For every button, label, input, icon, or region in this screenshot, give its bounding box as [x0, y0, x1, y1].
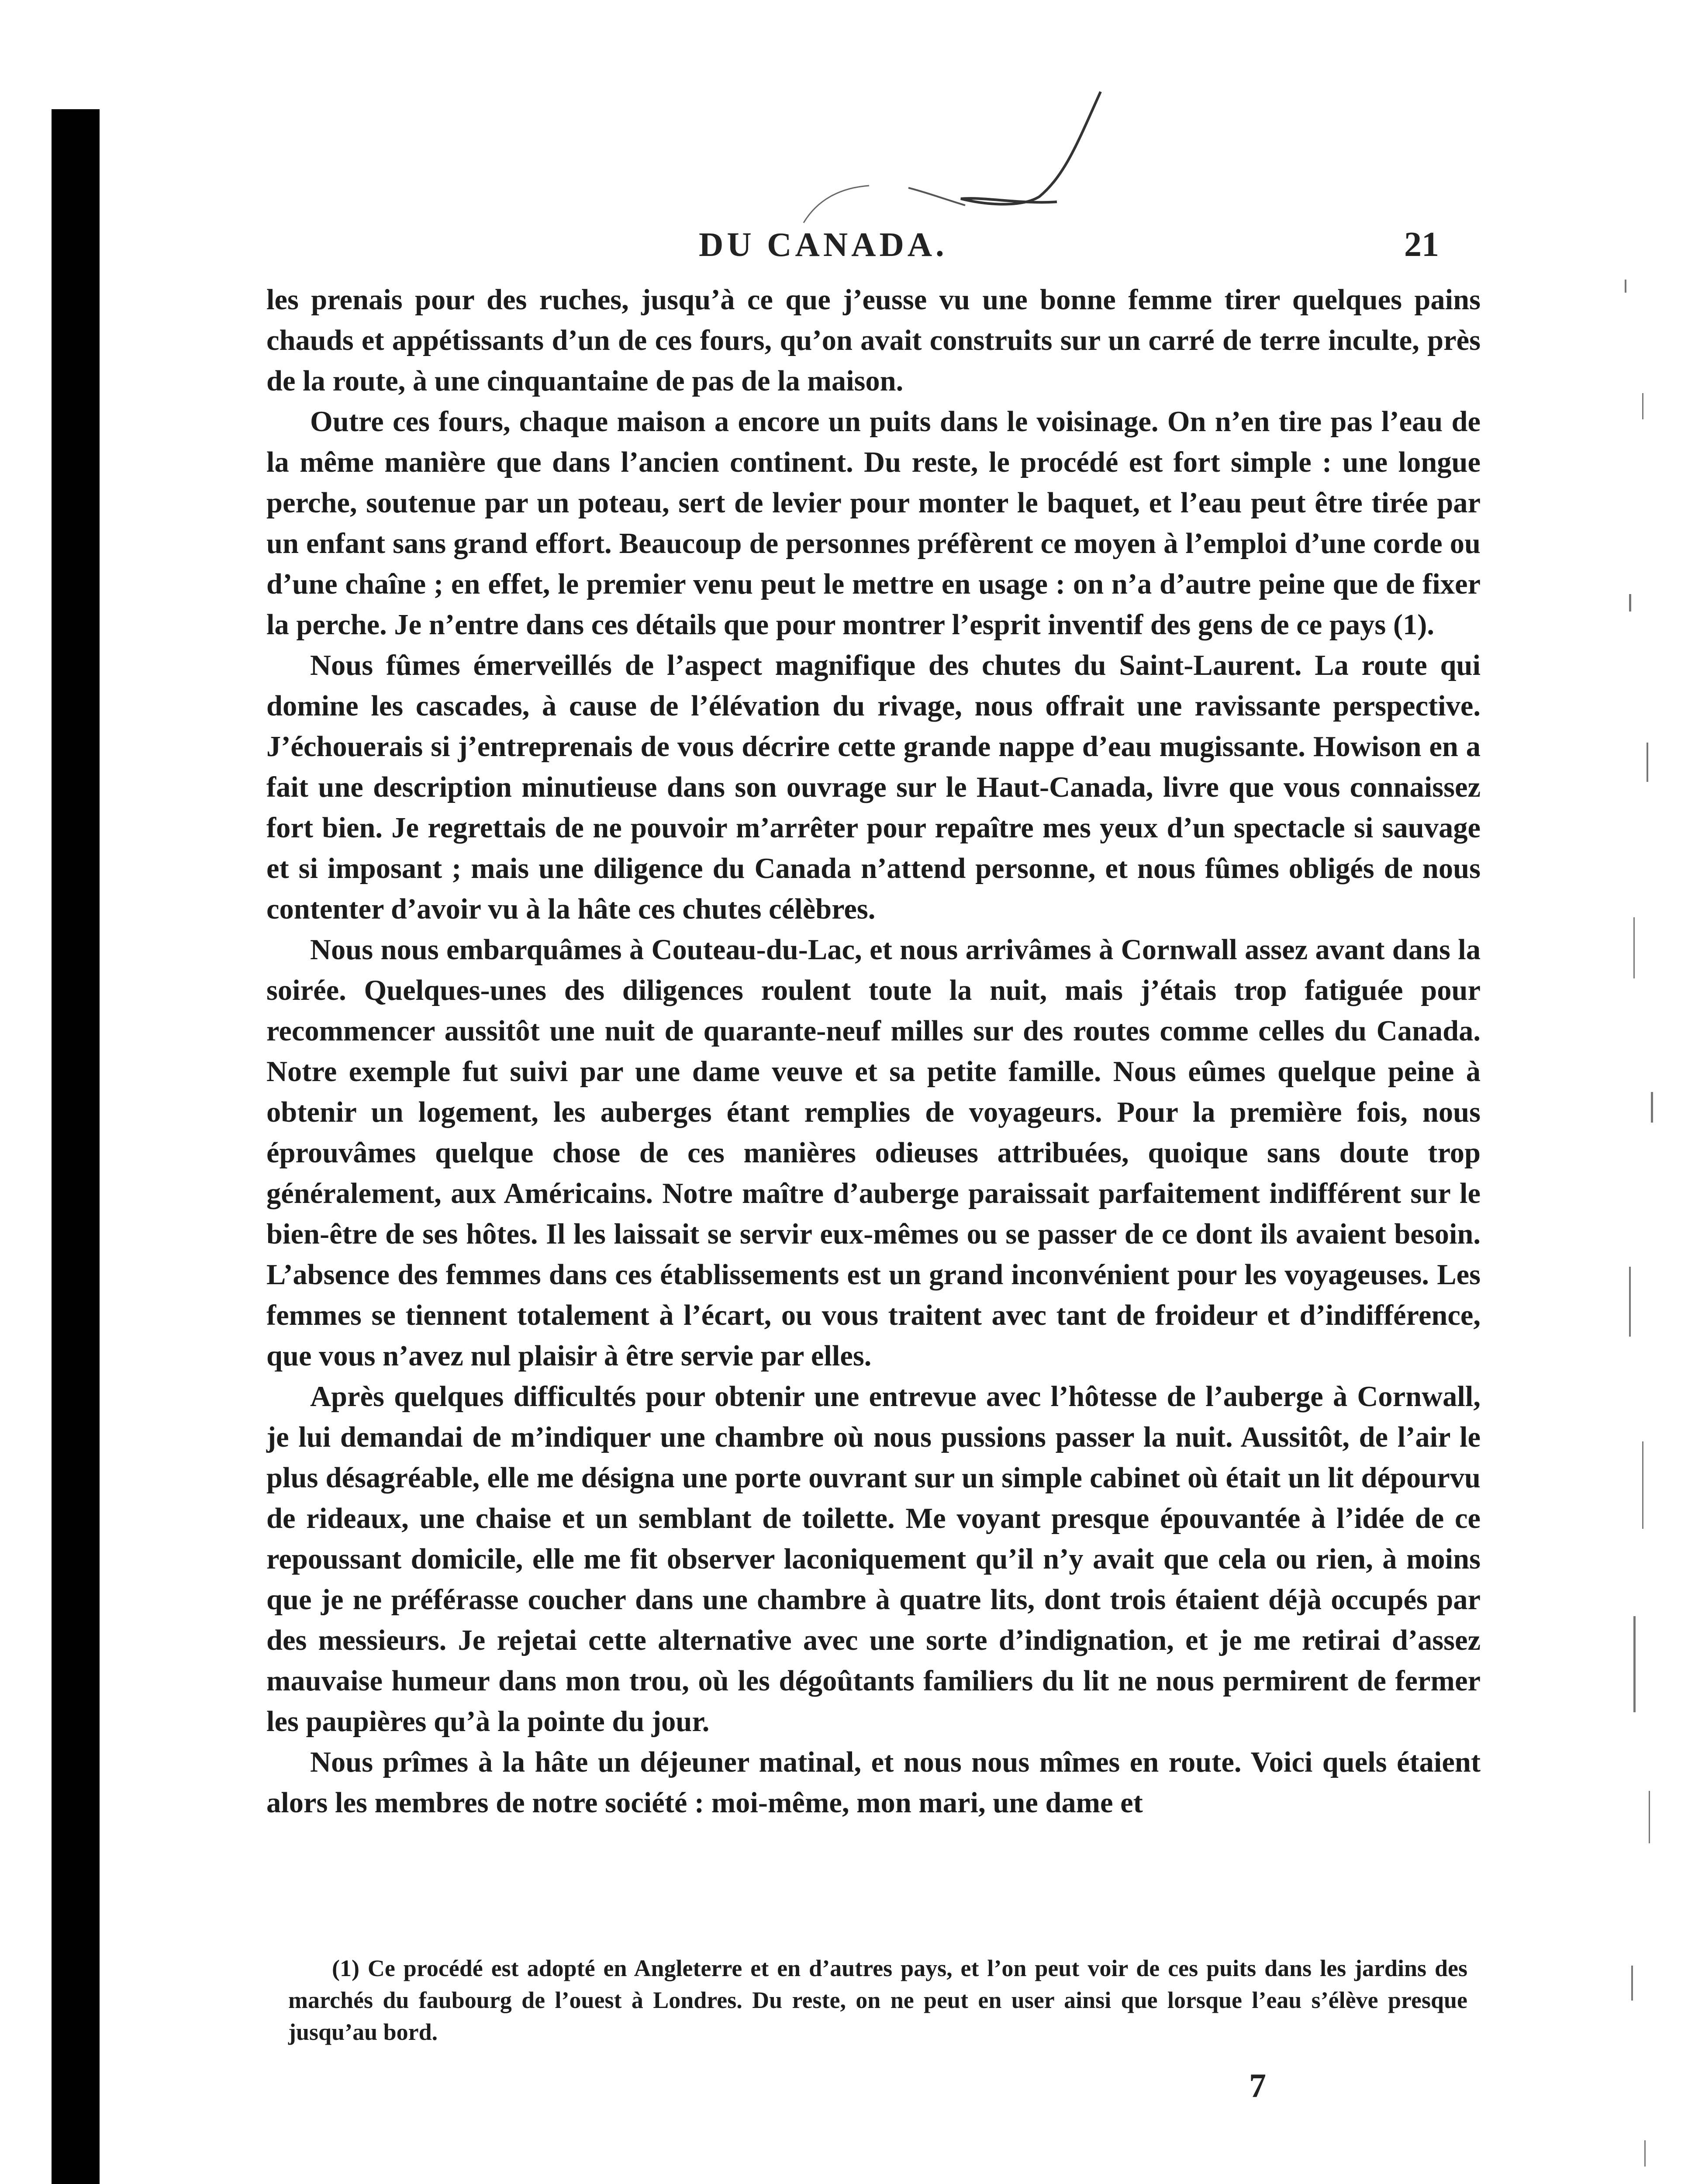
footnote: (1) Ce procédé est adopté en Angleterre et en d’autres pays, et l’on peut voir de ces puits dans les jardins des marchés du faubourg de l’ouest à Londres. Du reste, on ne peut en user ainsi que lorsque l’eau s’élève presque jusqu’au bord.	[288, 1955, 1467, 2045]
margin-specks	[1616, 262, 1668, 2184]
paragraph: les prenais pour des ruches, jusqu’à ce que j’eusse vu une bonne femme tirer quelques pains chauds et appétissants d’un de ces fours, qu’on avait construits sur un carré de terre inculte, près de la route, à une cinquantaine de pas de la maison.	[266, 284, 1481, 397]
page-number: 21	[1404, 225, 1439, 264]
paragraph: Nous fûmes émerveillés de l’aspect magnifique des chutes du Saint-Laurent. La route qui domine les cascades, à cause de l’élévation du rivage, nous offrait une ravissante perspective. J’échouerais si j’entreprenais de vous décrire cette grande nappe d’eau mugissante. Howison en a fait une description minutieuse dans son ouvrage sur le Haut-Canada, livre que vous connaissez fort bien. Je regrettais de ne pouvoir m’arrêter pour repaître mes yeux d’un spectacle si sauvage et si imposant ; mais une diligence du Canada n’attend personne, et nous fûmes obligés de nous contenter d’avoir vu à la hâte ces chutes célèbres.	[266, 650, 1481, 925]
signature-mark: 7	[1249, 2067, 1266, 2105]
paragraph: Après quelques difficultés pour obtenir une entrevue avec l’hôtesse de l’auberge à Cornwall, je lui demandai de m’indiquer une chambre où nous pussions passer la nuit. Aussitôt, de l’air le plus désagréable, elle me désigna une porte ouvrant sur un simple cabinet où était un lit dépourvu de rideaux, une chaise et un semblant de toilette. Me voyant presque épouvantée à l’idée de ce repoussant domicile, elle me fit observer laconiquement qu’il n’y avait que cela ou rien, à moins que je ne préférasse coucher dans une chambre à quatre lits, dont trois étaient déjà occupés par des messieurs. Je rejetai cette alternative avec une sorte d’indignation, et je me retirai d’assez mauvaise humeur dans mon trou, où les dégoûtants familiers du lit ne nous permirent de fermer les paupières qu’à la pointe du jour.	[266, 1381, 1481, 1738]
binding-edge	[52, 109, 100, 2184]
paragraph: Nous nous embarquâmes à Couteau-du-Lac, et nous arrivâmes à Cornwall assez avant dans la soirée. Quelques-unes des diligences roulent toute la nuit, mais j’étais trop fatiguée pour recommencer aussitôt une nuit de quarante-neuf milles sur des routes comme celles du Canada. Notre exemple fut suivi par une dame veuve et sa petite famille. Nous eûmes quelque peine à obtenir un logement, les auberges étant remplies de voyageurs. Pour la première fois, nous éprouvâmes quelque chose de ces manières odieuses attribuées, quoique sans doute trop généralement, aux Américains. Notre maître d’auberge paraissait parfaitement indifférent sur le bien-être de ses hôtes. Il les laissait se servir eux-mêmes ou se passer de ce dont ils avaient besoin. L’absence des femmes dans ces établissements est un grand inconvénient pour les voyageuses. Les femmes se tiennent totalement à l’écart, ou vous traitent avec tant de froideur et d’indifférence, que vous n’avez nul plaisir à être servie par elles.	[266, 934, 1481, 1372]
running-head: DU CANADA.	[699, 225, 948, 263]
paragraph: Outre ces fours, chaque maison a encore un puits dans le voisinage. On n’en tire pas l’eau de la même manière que dans l’ancien continent. Du reste, le procédé est fort simple : une longue perche, soutenue par un poteau, sert de levier pour monter le baquet, et l’eau peut être tirée par un enfant sans grand effort. Beaucoup de personnes préfèrent ce moyen à l’emploi d’une corde ou d’une chaîne ; en effet, le premier venu peut le mettre en usage : on n’a d’autre peine que de fixer la perche. Je n’entre dans ces détails que pour montrer l’esprit inventif des gens de ce pays (1).	[266, 406, 1481, 641]
main-text-body	[266, 280, 1481, 1823]
paragraph: Nous prîmes à la hâte un déjeuner matinal, et nous nous mîmes en route. Voici quels étaient alors les membres de notre société : moi-même, mon mari, une dame et	[266, 1746, 1481, 1819]
pencil-scribble-mark	[777, 87, 1127, 227]
